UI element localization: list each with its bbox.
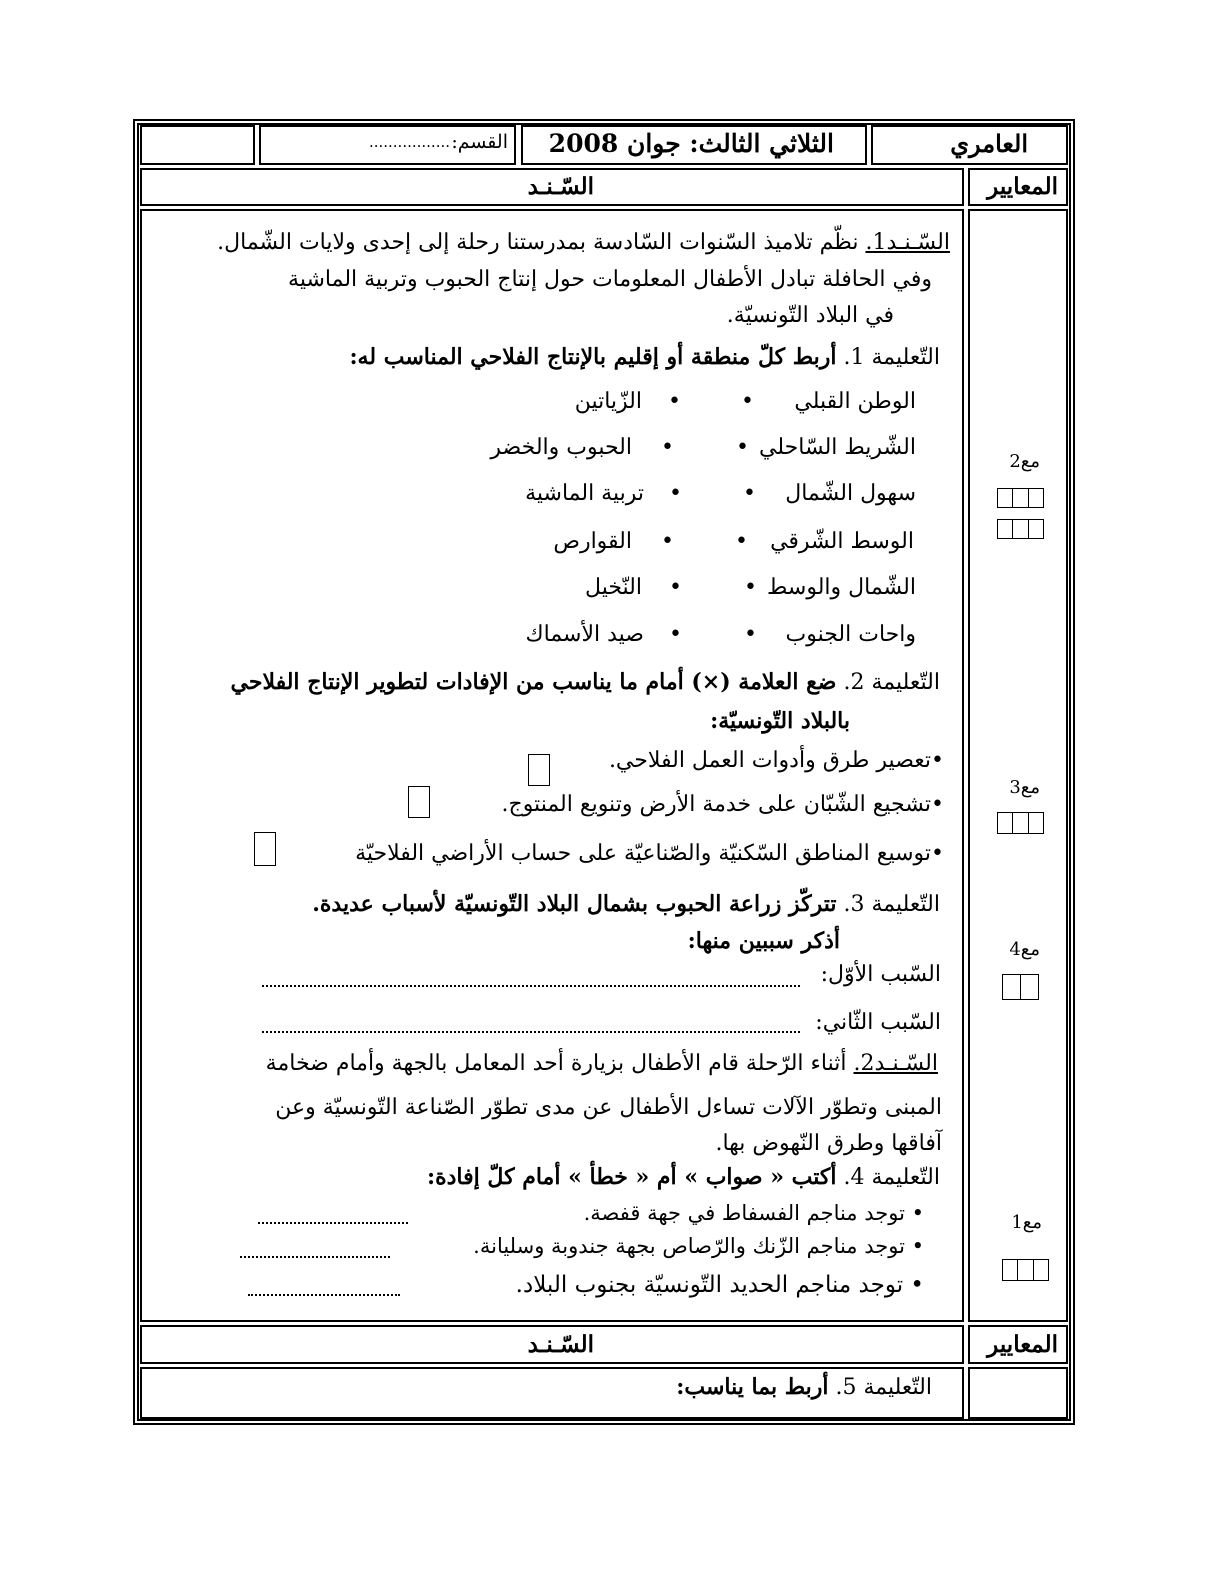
- q1-prompt: [349, 344, 940, 370]
- q3-reason1-label: السّبب الأوّل:: [820, 962, 941, 987]
- q2-item-3: •توسيع المناطق السّكنيّة والصّناعيّة على حساب الأراضي الفلاحيّة: [355, 841, 944, 866]
- sanad2-line1: [266, 1051, 938, 1076]
- q1-product-5: النّخيل: [585, 575, 642, 600]
- q4-item-1: • توجد مناجم الفسفاط في جهة قفصة.: [583, 1201, 924, 1225]
- sanad1-line2: وفي الحافلة تبادل الأطفال المعلومات حول إنتاج الحبوب وتربية الماشية: [288, 267, 932, 292]
- q3-text-line2: أذكر سببين منها:: [687, 928, 840, 954]
- q4-answer-line-3[interactable]: [248, 1294, 400, 1296]
- sanad2-line2: المبنى وتطوّر الآلات تساءل الأطفال عن مدى تطوّر الصّناعة التّونسيّة وعن: [275, 1095, 942, 1120]
- q1-product-3: تربية الماشية: [525, 481, 644, 506]
- q1-criterion-label: مع2: [1009, 451, 1040, 472]
- q4-answer-line-2[interactable]: [240, 1256, 390, 1258]
- q2-checkbox-2[interactable]: [408, 786, 430, 818]
- q1-label: التّعليمة 1.: [843, 345, 940, 370]
- header-empty-cell: [140, 125, 255, 165]
- q2-checkbox-3[interactable]: [254, 832, 276, 866]
- q2-score-grid[interactable]: [997, 812, 1044, 834]
- footer-criteria-title: المعايير: [987, 1331, 1058, 1358]
- q1-product-dot[interactable]: •: [661, 435, 674, 460]
- q4-item-3: • توجد مناجم الحديد التّونسيّة بجنوب البلاد.: [515, 1272, 924, 1298]
- q1-region-dot[interactable]: •: [741, 389, 754, 414]
- q1-region-2: الشّريط السّاحلي: [759, 435, 916, 460]
- q4-text: أكتب « صواب » أم « خطأ » أمام كلّ إفادة:: [426, 1164, 837, 1190]
- q1-product-dot[interactable]: •: [669, 481, 682, 506]
- q1-product-dot[interactable]: •: [669, 575, 682, 600]
- q1-region-5: الشّمال والوسط: [767, 575, 916, 600]
- class-dots: .................: [368, 133, 450, 151]
- q1-product-dot[interactable]: •: [661, 529, 674, 554]
- q1-text: أربط كلّ منطقة أو إقليم بالإنتاج الفلاحي المناسب له:: [349, 344, 837, 370]
- q2-checkbox-1[interactable]: [528, 754, 550, 786]
- q3-prompt: [312, 891, 940, 917]
- q2-criterion-label: مع3: [1009, 777, 1040, 798]
- q1-product-dot[interactable]: •: [668, 389, 681, 414]
- sanad2-line3: آفاقها وطرق النّهوض بها.: [715, 1131, 942, 1156]
- q5-criteria-cell: [968, 1367, 1068, 1419]
- q3-reason1-answer-line[interactable]: [262, 985, 800, 987]
- q4-answer-line-1[interactable]: [258, 1222, 408, 1224]
- q2-text-line2: بالبلاد التّونسيّة:: [710, 708, 850, 734]
- sanad2-text: أثناء الرّحلة قام الأطفال بزيارة أحد المعامل بالجهة وأمام ضخامة: [265, 1051, 847, 1076]
- exam-title: الثلاثي الثالث: جوان 2008: [548, 129, 834, 158]
- q4-criterion-label: مع1: [1011, 1212, 1042, 1233]
- q1-product-1: الزّياتين: [574, 389, 642, 414]
- q4-score-grid[interactable]: [1002, 1259, 1049, 1281]
- q4-prompt: [427, 1164, 940, 1190]
- q2-label: التّعليمة 2.: [843, 670, 940, 695]
- q3-criterion-label: مع4: [1009, 939, 1040, 960]
- q2-item-2: •تشجيع الشّبّان على خدمة الأرض وتنويع المنتوج.: [501, 792, 944, 817]
- q1-product-dot[interactable]: •: [669, 622, 682, 647]
- school-name: العامري: [950, 129, 1028, 158]
- q1-region-dot[interactable]: •: [743, 481, 756, 506]
- q3-text: تتركّز زراعة الحبوب بشمال البلاد التّونسيّة لأسباب عديدة.: [312, 891, 837, 917]
- q1-region-3: سهول الشّمال: [785, 481, 916, 506]
- footer-support-title: السّـنـد: [527, 1331, 594, 1358]
- q1-region-dot[interactable]: •: [744, 575, 757, 600]
- q1-region-dot[interactable]: •: [735, 529, 748, 554]
- q1-region-1: الوطن القبلي: [794, 389, 916, 414]
- q2-text: ضع العلامة (×) أمام ما يناسب من الإفادات لتطوير الإنتاج الفلاحي: [230, 669, 837, 695]
- q1-region-dot[interactable]: •: [736, 435, 749, 460]
- q1-region-6: واحات الجنوب: [785, 622, 916, 647]
- q1-region-4: الوسط الشّرقي: [770, 529, 914, 554]
- q3-label: التّعليمة 3.: [843, 892, 940, 917]
- sanad2-label: السّـنـد2.: [853, 1051, 938, 1076]
- q3-reason2-answer-line[interactable]: [262, 1031, 800, 1033]
- support-title: السّـنـد: [527, 173, 594, 200]
- sanad1-line1: [217, 230, 950, 255]
- q5-label: التّعليمة 5.: [835, 1375, 932, 1400]
- q1-product-6: صيد الأسماك: [525, 622, 644, 647]
- sanad1-line3: في البلاد التّونسيّة.: [726, 303, 894, 328]
- q1-region-dot[interactable]: •: [744, 622, 757, 647]
- q3-score-grid[interactable]: [1002, 974, 1039, 1000]
- q5-text: أربط بما يناسب:: [676, 1374, 829, 1400]
- q1-product-4: القوارص: [553, 529, 632, 554]
- class-label: القسم:: [451, 131, 508, 153]
- criteria-title: المعايير: [987, 173, 1058, 200]
- q1-product-2: الحبوب والخضر: [490, 435, 632, 460]
- sanad1-label: السّـنـد1.: [865, 230, 950, 255]
- q2-prompt: [231, 669, 940, 695]
- q1-score-grid[interactable]: [997, 519, 1044, 539]
- sanad1-text: نظّم تلاميذ السّنوات السّادسة بمدرستنا رحلة إلى إحدى ولايات الشّمال.: [217, 230, 859, 255]
- q1-score-grid[interactable]: [997, 488, 1044, 508]
- main-criteria-cell: [968, 209, 1068, 1322]
- q2-item-1: •تعصير طرق وأدوات العمل الفلاحي.: [608, 748, 944, 773]
- q3-reason2-label: السّبب الثّاني:: [815, 1010, 941, 1035]
- q4-label: التّعليمة 4.: [843, 1165, 940, 1190]
- q5-prompt: [676, 1374, 932, 1400]
- q4-item-2: • توجد مناجم الزّنك والرّصاص بجهة جندوبة وسليانة.: [473, 1234, 924, 1258]
